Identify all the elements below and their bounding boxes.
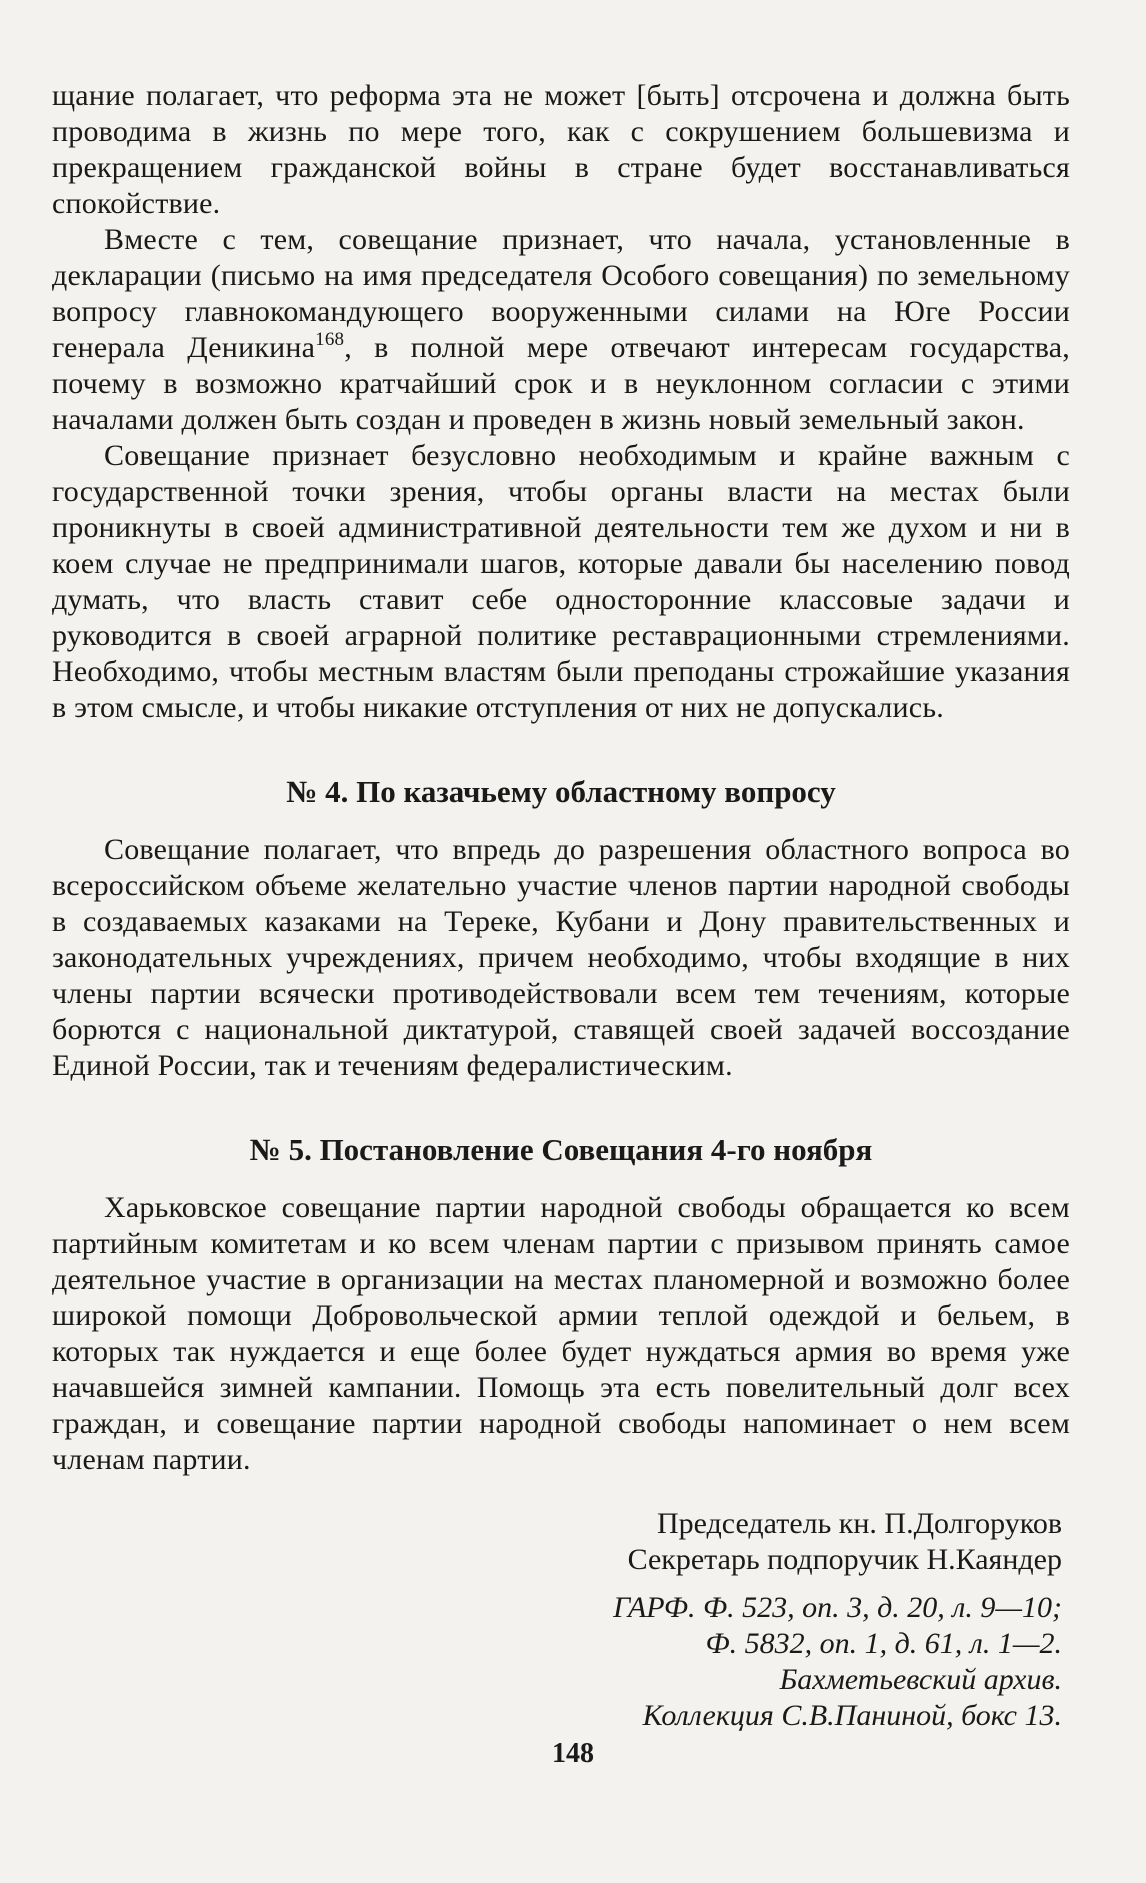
signature-block [52, 1506, 1070, 1578]
section-5-text: Харьковское совещание партии народной свободы обращается ко всем партийным комитетам и ко всем членам партии с призывом принять самое деятельное участие в организации на местах планомерной и возможно более широкой помощи Добровольческой армии теплой одеждой и бельем, в которых так нуждается и еще более будет нуждаться армия во время уже начавшейся зимней кампании. Помощь эта есть повелительный долг всех граждан, и совещание партии народной свободы напоминает о нем всем членам партии. [52, 1191, 1070, 1476]
source-line: ГАРФ. Ф. 523, оп. 3, д. 20, л. 9—10; [613, 1591, 1062, 1624]
paragraph-local-authorities: Совещание признает безусловно необходимым и крайне важным с государственной точки зрения, чтобы органы власти на местах были проникнуты в своей административной деятельности тем же духом и ни в коем случае не предпринимали шагов, которые давали бы населению повод думать, что власть ставит себе односторонние классовые задачи и руководится в своей аграрной политике реставрационными стремлениями. Необходимо, чтобы местным властям были преподаны строжайшие указания в этом смысле, и чтобы никакие отступления от них не допускались. [52, 439, 1070, 724]
footnote-marker: 168 [315, 329, 345, 350]
source-line: Коллекция С.В.Паниной, бокс 13. [642, 1699, 1062, 1732]
page-number: 148 [552, 1738, 594, 1769]
document-page [52, 78, 1070, 1734]
section-4-heading: № 4. По казачьему областному вопросу [286, 774, 836, 809]
source-line: Бахметьевский архив. [779, 1663, 1062, 1696]
section-5-heading: № 5. Постановление Совещания 4-го ноября [249, 1132, 873, 1167]
chairman-signature: Председатель кн. П.Долгоруков [656, 1507, 1062, 1540]
section-4-text: Совещание полагает, что впредь до разрешения областного вопроса во всероссийском объеме желательно участие членов партии народной свободы в создаваемых казаками на Тереке, Кубани и Дону правительственных и законодательных учреждениях, причем необходимо, чтобы входящие в них члены партии всячески противодействовали всем тем течениям, которые борются с национальной диктатурой, ставящей своей задачей воссоздание Единой России, так и течениям федералистическим. [52, 833, 1070, 1082]
paragraph-declaration-text-end: , в полной мере отвечают интересам государства, почему в возможно кратчайший срок и в неуклонном согласии с этими началами должен быть создан и проведен в жизнь новый земельный закон. [52, 331, 1070, 436]
source-line: Ф. 5832, оп. 1, д. 61, л. 1—2. [705, 1627, 1062, 1660]
secretary-signature: Секретарь подпоручик Н.Каяндер [627, 1543, 1062, 1576]
paragraph-declaration [52, 222, 1070, 438]
paragraph-continued: щание полагает, что реформа эта не может [быть] отсрочена и должна быть проводима в жизнь по мере того, как с сокрушением большевизма и прекращением гражданской войны в стране будет восстанавливаться спокойствие. [52, 79, 1070, 220]
paragraph-declaration-text-start: Вместе с тем, совещание признает, что начала, установленные в декларации (письмо на имя председателя Особого совещания) по земельному вопросу главнокомандующего вооруженными силами на Юге России генерала Деникина [52, 223, 1070, 364]
archival-sources [52, 1590, 1070, 1734]
